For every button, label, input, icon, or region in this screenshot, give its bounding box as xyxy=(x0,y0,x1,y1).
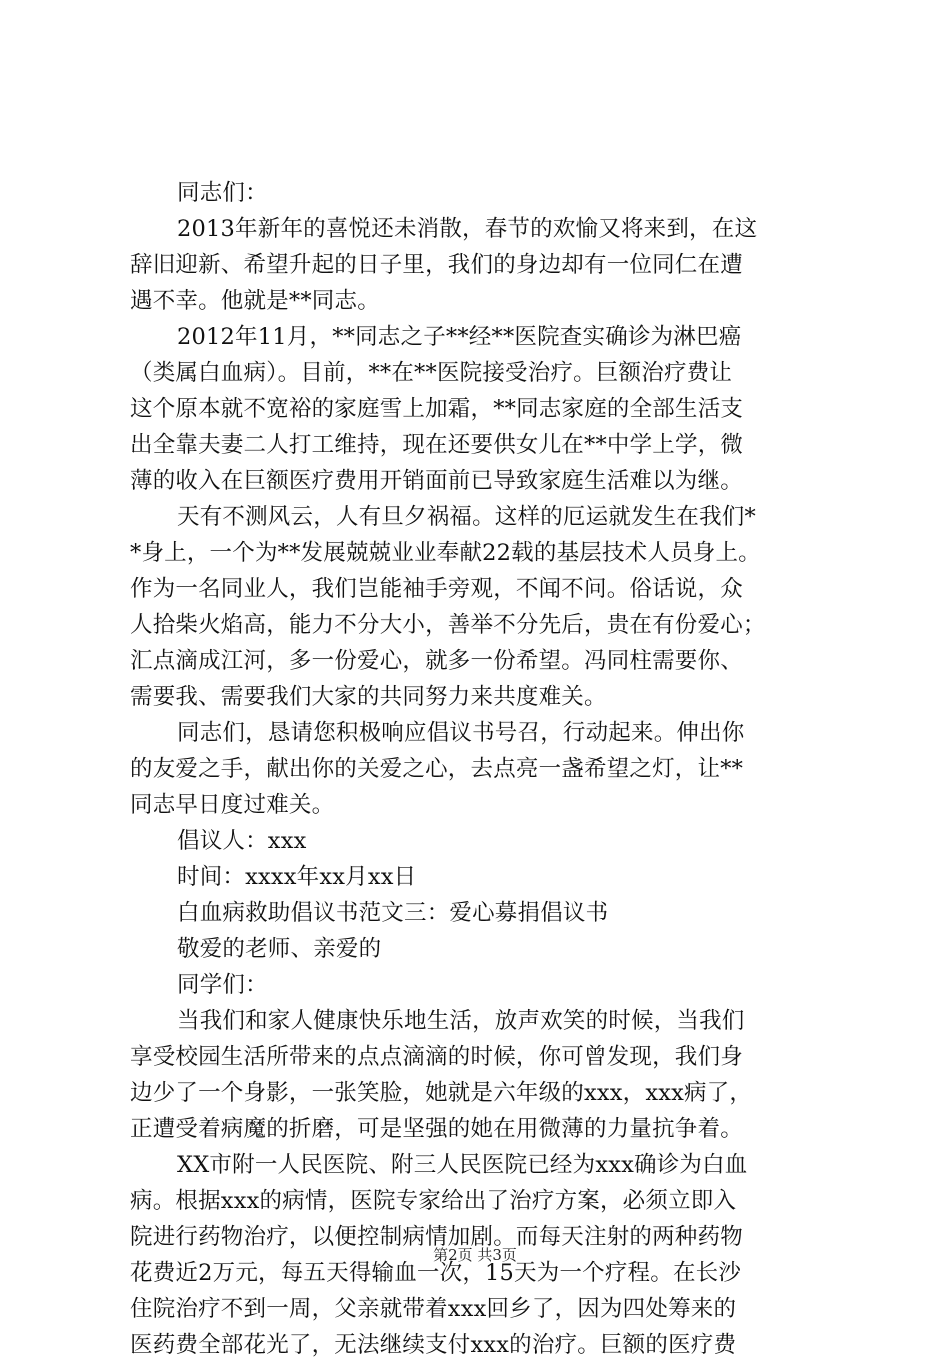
text-line: 时间：xxxx年xx月xx日 xyxy=(177,864,417,890)
text-line: 住院治疗不到一周，父亲就带着xxx回乡了，因为四处筹来的 xyxy=(130,1296,737,1322)
text-line: 倡议人：xxx xyxy=(177,828,307,854)
text-line: 白血病救助倡议书范文三：爱心募捐倡议书 xyxy=(177,900,609,926)
text-line: 正遭受着病魔的折磨，可是坚强的她在用微薄的力量抗争着。 xyxy=(130,1116,743,1142)
text-line: 同志们： xyxy=(177,180,268,206)
text-line: 人拾柴火焰高，能力不分大小，善举不分先后，贵在有份爱心； xyxy=(130,612,766,638)
text-line: 出全靠夫妻二人打工维持，现在还要供女儿在**中学上学，微 xyxy=(130,432,744,458)
text-line: 作为一名同业人，我们岂能袖手旁观，不闻不问。俗话说，众 xyxy=(130,576,743,602)
text-line: 享受校园生活所带来的点点滴滴的时候，你可曾发现，我们身 xyxy=(130,1044,743,1070)
text-line: 汇点滴成江河，多一份爱心，就多一份希望。冯同柱需要你、 xyxy=(130,648,743,674)
text-line: 天有不测风云，人有旦夕祸福。这样的厄运就发生在我们* xyxy=(177,504,756,530)
text-line: 病。根据xxx的病情，医院专家给出了治疗方案，必须立即入 xyxy=(130,1188,737,1214)
text-line: 当我们和家人健康快乐地生活，放声欢笑的时候，当我们 xyxy=(177,1008,745,1034)
text-line: 这个原本就不宽裕的家庭雪上加霜，**同志家庭的全部生活支 xyxy=(130,396,744,422)
text-line: 2013年新年的喜悦还未消散，春节的欢愉又将来到，在这 xyxy=(177,216,758,242)
text-line: 薄的收入在巨额医疗费用开销面前已导致家庭生活难以为继。 xyxy=(130,468,743,494)
text-line: 需要我、需要我们大家的共同努力来共度难关。 xyxy=(130,684,607,710)
text-line: 边少了一个身影，一张笑脸，她就是六年级的xxx，xxx病了， xyxy=(130,1080,753,1106)
text-line: 2012年11月，**同志之子**经**医院查实确诊为淋巴癌 xyxy=(177,324,742,350)
text-line: 同学们： xyxy=(177,972,268,998)
page-number-footer: 第2页 共3页 xyxy=(433,1246,517,1264)
text-line: 花费近2万元，每五天得输血一次，15天为一个疗程。在长沙 xyxy=(130,1260,742,1286)
text-line: 院进行药物治疗，以便控制病情加剧。而每天注射的两种药物 xyxy=(130,1224,743,1250)
text-line: 辞旧迎新、希望升起的日子里，我们的身边却有一位同仁在遭 xyxy=(130,252,743,278)
text-line: 遇不幸。他就是**同志。 xyxy=(130,288,380,314)
text-line: 的友爱之手，献出你的关爱之心，去点亮一盏希望之灯，让** xyxy=(130,756,744,782)
text-line: （类属白血病）。目前，**在**医院接受治疗。巨额治疗费让 xyxy=(130,360,733,386)
document-body xyxy=(130,175,830,1363)
text-line: *身上，一个为**发展兢兢业业奉献22载的基层技术人员身上。 xyxy=(130,540,761,566)
text-line: 医药费全部花光了，无法继续支付xxx的治疗。巨额的医疗费 xyxy=(130,1332,737,1358)
text-line: XX市附一人民医院、附三人民医院已经为xxx确诊为白血 xyxy=(177,1152,748,1178)
text-line: 同志早日度过难关。 xyxy=(130,792,335,818)
text-line: 敬爱的老师、亲爱的 xyxy=(177,936,382,962)
text-line: 同志们，恳请您积极响应倡议书号召，行动起来。伸出你 xyxy=(177,720,745,746)
